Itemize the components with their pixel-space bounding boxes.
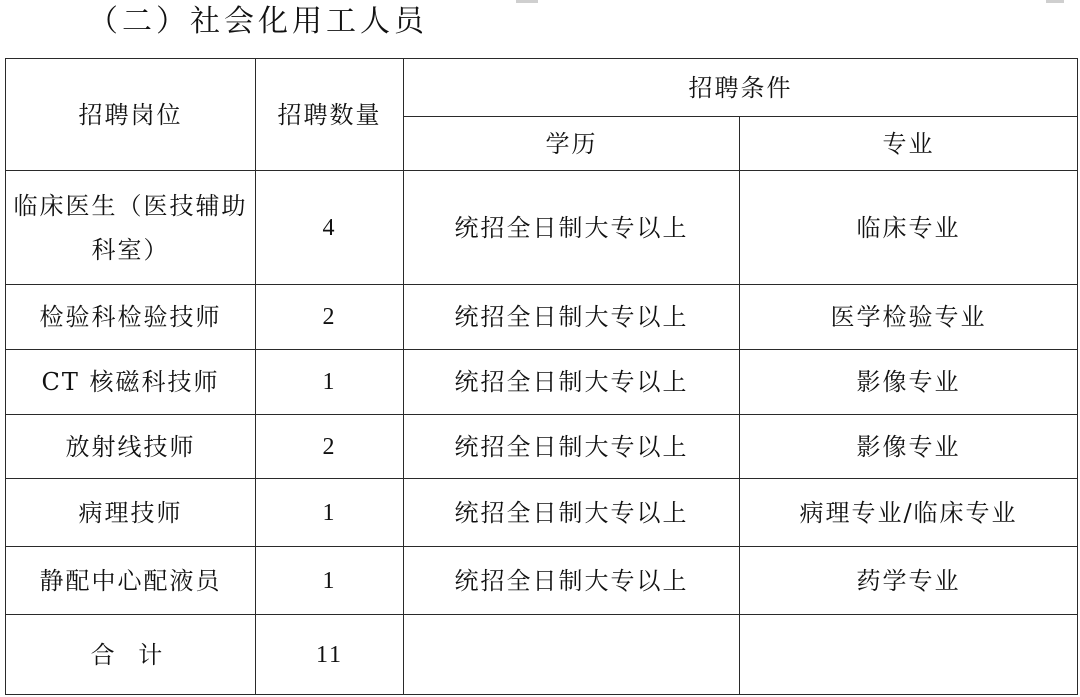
- total-education: [404, 615, 740, 695]
- cell-education: 统招全日制大专以上: [404, 171, 740, 285]
- cell-count: 4: [256, 171, 404, 285]
- cell-count: 1: [256, 350, 404, 415]
- cell-count: 1: [256, 479, 404, 547]
- top-edge-mark-left: [516, 0, 538, 3]
- cell-position: 病理技师: [6, 479, 256, 547]
- table-row: [6, 479, 1078, 547]
- cell-position: 静配中心配液员: [6, 547, 256, 615]
- cell-major: 影像专业: [740, 350, 1078, 415]
- recruitment-table: [5, 58, 1078, 695]
- table-row: [6, 415, 1078, 479]
- section-title: （二）社会化用工人员: [88, 4, 428, 39]
- cell-count: 2: [256, 285, 404, 350]
- table-row: [6, 285, 1078, 350]
- cell-education: 统招全日制大专以上: [404, 479, 740, 547]
- top-edge-mark-right: [1046, 0, 1064, 3]
- table-total-row: [6, 615, 1078, 695]
- table-row: [6, 171, 1078, 285]
- cell-count: 2: [256, 415, 404, 479]
- total-count: 11: [256, 615, 404, 695]
- cell-major: 影像专业: [740, 415, 1078, 479]
- cell-education: 统招全日制大专以上: [404, 350, 740, 415]
- cell-education: 统招全日制大专以上: [404, 415, 740, 479]
- header-education: 学历: [404, 117, 740, 171]
- cell-position: 检验科检验技师: [6, 285, 256, 350]
- cell-major: 临床专业: [740, 171, 1078, 285]
- table-header-row: [6, 59, 1078, 117]
- header-conditions: 招聘条件: [404, 59, 1078, 117]
- total-label: 合 计: [6, 615, 256, 695]
- cell-major: 药学专业: [740, 547, 1078, 615]
- cell-major: 医学检验专业: [740, 285, 1078, 350]
- header-position: 招聘岗位: [6, 59, 256, 171]
- total-major: [740, 615, 1078, 695]
- cell-count: 1: [256, 547, 404, 615]
- cell-position: 放射线技师: [6, 415, 256, 479]
- cell-position: CT 核磁科技师: [6, 350, 256, 415]
- cell-education: 统招全日制大专以上: [404, 285, 740, 350]
- table-row: [6, 350, 1078, 415]
- cell-position: 临床医生（医技辅助科室）: [6, 171, 256, 285]
- header-major: 专业: [740, 117, 1078, 171]
- table-row: [6, 547, 1078, 615]
- header-count: 招聘数量: [256, 59, 404, 171]
- cell-education: 统招全日制大专以上: [404, 547, 740, 615]
- cell-major: 病理专业/临床专业: [740, 479, 1078, 547]
